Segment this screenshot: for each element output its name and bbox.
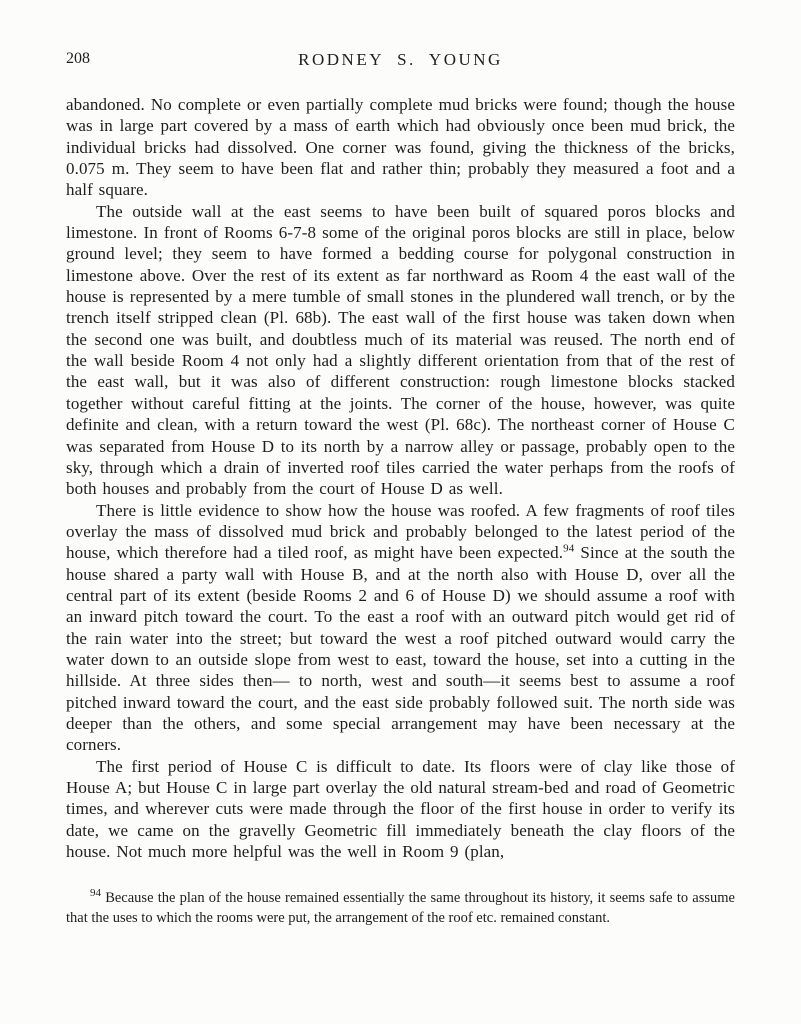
paragraph-text: The outside wall at the east seems to have been built of squared poros blocks and limestone. In front of Rooms 6-7-8 some of the original poros blocks are still in place, below ground level; they seem to have formed a bedding course for polygonal construction in limestone above. Over the rest of its extent as far northward as Room 4 the east wall of the house is represented by a mere tumble of small stones in the plundered wall trench, or by the trench itself stripped clean (Pl. 68b). The east wall of the first house was taken down when the second one was built, and doubtless much of its material was reused. The north end of the wall beside Room 4 not only had a slightly different orientation from that of the rest of the east wall, but it was also of different construction: rough limestone blocks stacked together without careful fitting at the joints. The corner of the house, however, was quite definite and clean, with a return toward the west (Pl. 68c). The northeast corner of House C was separated from House D to its north by a narrow alley or passage, probably open to the sky, through which a drain of inverted roof tiles carried the water perhaps from the roofs of both houses and probably from the court of House D as well. bbox=[66, 201, 735, 499]
running-title: RODNEY S. YOUNG bbox=[298, 50, 503, 69]
paragraph bbox=[66, 756, 735, 863]
page-number: 208 bbox=[66, 50, 90, 67]
paragraph bbox=[66, 94, 735, 201]
page bbox=[66, 50, 735, 928]
paragraph bbox=[66, 201, 735, 500]
paragraph bbox=[66, 500, 735, 756]
body-text bbox=[66, 94, 735, 862]
paragraph-text: The first period of House C is difficult to date. Its floors were of clay like those of House A; but House C in large part overlay the old natural stream-bed and road of Geometric times, and wherever cuts were made through the floor of the first house in order to verify its date, we came on the gravelly Geometric fill immediately beneath the clay floors of the house. Not much more helpful was the well in Room 9 (plan, bbox=[66, 756, 735, 862]
footnote-reference-marker: 94 bbox=[563, 542, 575, 555]
paragraph-text: Since at the south the house shared a party wall with House B, and at the north also with House D, over all the central part of its extent (beside Rooms 2 and 6 of House D) we should assume a roof with an inward pitch toward the court. To the east a roof with an outward pitch would get rid of the rain water into the street; but toward the west a roof pitched outward would carry the water down to an outside slope from west to east, toward the house, set into a cutting in the hillside. At three sides then— to north, west and south—it seems best to assume a roof pitched inward toward the court, and the east side probably followed suit. The north side was deeper than the others, and some special arrangement may have been necessary at the corners. bbox=[66, 543, 736, 755]
paragraph-text: abandoned. No complete or even partially complete mud bricks were found; though the house was in large part covered by a mass of earth which had obviously once been mud brick, the individual bricks had dissolved. One corner was found, giving the thickness of the bricks, 0.075 m. They seem to have been flat and rather thin; probably they measured a foot and a half square. bbox=[66, 95, 735, 200]
footnote-section bbox=[66, 889, 735, 928]
footnote bbox=[66, 889, 735, 928]
footnote-number: 94 bbox=[90, 887, 101, 900]
page-header bbox=[66, 50, 735, 74]
footnote-text: Because the plan of the house remained essentially the same throughout its history, it seems safe to assume that the uses to which the rooms were put, the arrangement of the roof etc. remained constant. bbox=[66, 890, 735, 926]
paragraph-text: There is little evidence to show how the house was roofed. A few fragments of roof tiles overlay the mass of dissolved mud brick and probably belonged to the latest period of the house, which therefore had a tiled roof, as might have been expected. bbox=[66, 500, 735, 563]
